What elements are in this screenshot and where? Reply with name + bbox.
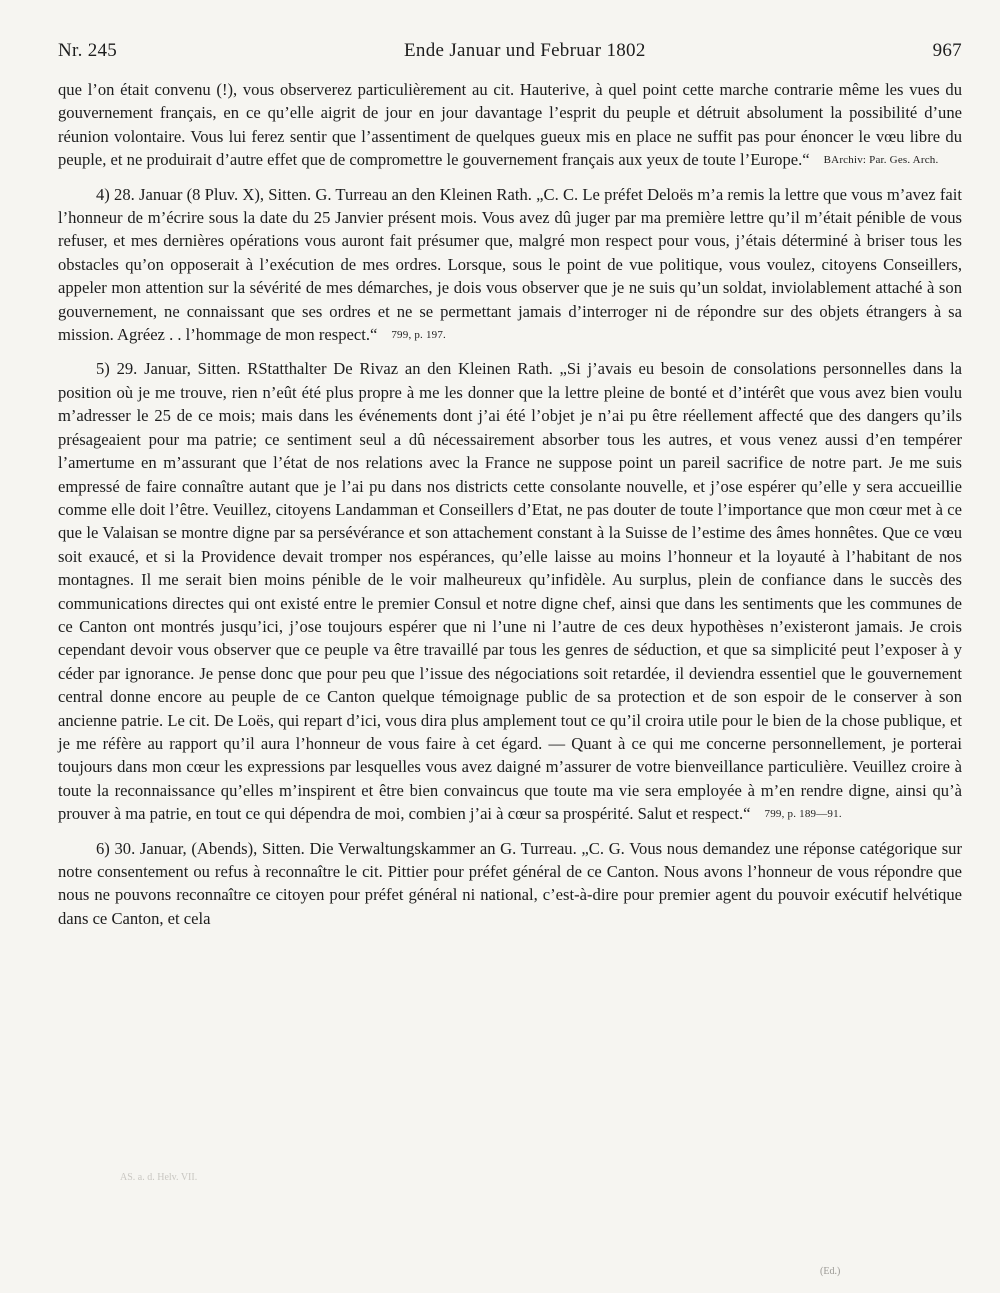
running-title: Ende Januar und Februar 1802 [404,40,646,61]
entry-5 [58,357,962,828]
entry-6-text: 6) 30. Januar, (Abends), Sitten. Die Verwaltungskammer an G. Turreau. „C. G. Vous nous demandez une réponse catégorique sur notre consentement ou refus à reconnaître le cit. Pittier pour préfet général de ce Canton. Nous avons l’honneur de vous répondre que nous ne pouvons reconnaître ce citoyen pour préfet général ni national, c’est-à-dire pour premier agent du pouvoir exécutif helvétique dans ce Canton, et cela [58,838,962,928]
entry-4-text: 4) 28. Januar (8 Pluv. X), Sitten. G. Turreau an den Kleinen Rath. „C. C. Le préfet Deloës m’a remis la lettre que vous m’avez fait l’honneur de m’écrire sous la date du 25 Janvier présent mois. Vous avez dû juger par ma première lettre qu’il m’était pénible de vous refuser, et mes dernières opérations vous auront fait présumer que, malgré mon respect pour vous, j’étais déterminé à briser tous les obstacles qu’on opposerait à l’exécution de mes ordres. Lorsque, sous le point de vue politique, vous voulez, citoyens Conseillers, appeler mon attention sur la sévérité de mes démarches, je dois vous observer que je ne suis qu’un soldat, inviolablement attaché à son gouvernement, ne connaissant que ses ordres et ne se permettant jamais d’interroger ni de répondre sur des objets étrangers à sa mission. Agréez . . l’hommage de mon respect.“ [58,184,962,345]
body-text [58,78,962,930]
entry-4 [58,183,962,350]
intro-text: que l’on était convenu (!), vous observerez particulièrement au cit. Hauterive, à quel point cette marche contrarie même les vues du gouvernement français, en ce qu’elle aigrit de jour en jour davantage l’esprit du peuple et détruit absolument la possibilité d’une réunion volontaire. Vous lui ferez sentir que l’assentiment de quelques gueux mis en place ne suffit pas pour énoncer le vœu libre du peuple, et ne produirait d’autre effet que de compromettre le gouvernement français aux yeux de toute l’Europe.“ [58,80,962,170]
entry-5-text: 5) 29. Januar, Sitten. RStatthalter De Rivaz an den Kleinen Rath. „Si j’avais eu besoin de consolations personnelles dans la position où je me trouve, rien n’eût été plus propre à me les donner que la lettre pleine de bonté et d’intérêt que vous avez bien voulu m’adresser le 25 de ce mois; mais dans les événements dont j’ai été l’objet je n’ai pu être réellement affecté que des dangers qu’ils présageaient pour ma patrie; ce sentiment seul a dû nécessairement absorber tous les autres, et vous venez aussi d’en tempérer l’amertume en m’assurant que l’état de nos relations avec la France ne suppose point un pareil sacrifice de notre part. Je me suis empressé de faire connaître autant que je l’ai pu dans nos districts cette consolante nouvelle, et j’ose espérer qu’elle y sera accueillie comme elle doit l’être. Veuillez, citoyens Landamman et Conseillers d’Etat, ne pas douter de toute l’importance que mon cœur met à ce que le Valaisan se montre digne par sa persévérance et son attachement constant à la Suisse de l’estime des âmes honnêtes. Que ce vœu soit exaucé, et si la Providence devait tromper nos espérances, qu’elle laisse au moins l’honneur et la loyauté à l’habitant de nos montagnes. Il me serait bien moins pénible de le voir malheureux qu’infidèle. Au surplus, plein de confiance dans le succès des communications directes qui ont existé entre le premier Consul et notre digne chef, ainsi que dans les sentiments que les communes de ce Canton ont montrés jusqu’ici, j’ose toujours espérer que ni l’une ni l’autre de ces deux hypothèses n’existeront jamais. Je crois cependant devoir vous observer que ce peuple va être travaillé par tous les genres de séduction, et que sa simplicité peut l’exposer à y céder par ignorance. Je pense donc que pour peu que l’issue des négociations soit retardée, il deviendra essentiel que le gouvernement central donne encore au peuple de ce Canton quelque témoignage public de sa protection et de son espoir de le conserver à son ancienne patrie. Le cit. De Loës, qui repart d’ici, vous dira plus amplement tout ce qu’il croira utile pour le bien de la chose publique, et je me réfère au rapport qu’il aura l’honneur de vous faire à cet égard. — Quant à ce qui me concerne personnellement, je porterai toujours dans mon cœur les expressions par lesquelles vous avez daigné m’assurer de votre bienveillance particulière. Veuillez croire à toute la reconnaissance qu’elles m’inspirent et être bien convaincus que toute ma vie sera employée à m’en rendre digne, ainsi qu’à prouver à ma patrie, en tout ce qui dépendra de moi, combien j’ai à cœur sa prospérité. Salut et respect.“ [58,359,962,824]
page-header [58,40,962,62]
entry-6 [58,837,962,931]
archive-reference: BArchiv: Par. Ges. Arch. [823,154,939,167]
page-footer: (Ed.) [820,1266,841,1277]
show-through-note: AS. a. d. Helv. VII. [120,1172,198,1183]
intro-paragraph [58,78,962,175]
page-number: 967 [932,40,962,61]
entry-4-reference: 799, p. 197. [391,329,446,342]
document-number: Nr. 245 [58,40,118,61]
entry-5-reference: 799, p. 189—91. [764,808,842,821]
